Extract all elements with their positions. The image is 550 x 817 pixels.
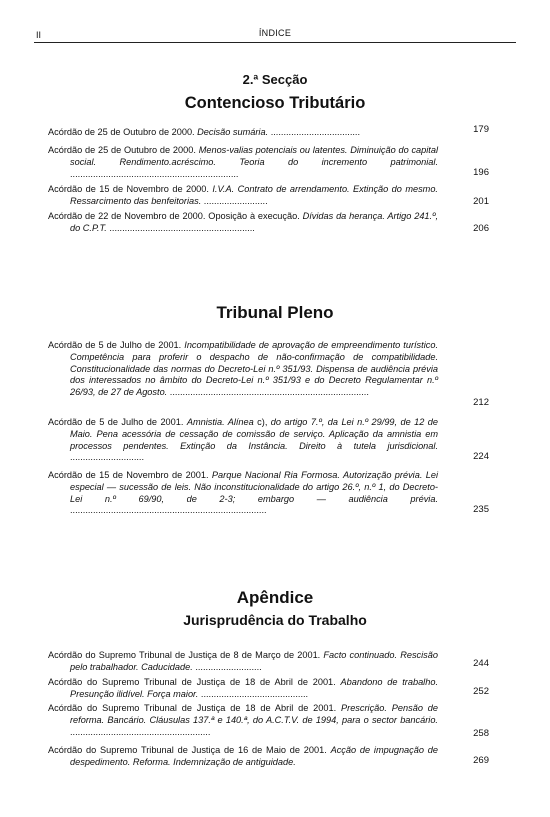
page-header (34, 28, 516, 43)
toc-entry[interactable]: Acórdão do Supremo Tribunal de Justiça de 18 de Abril de 2001. Prescrição. Pensão de reforma. Bancário. Cláusulas 137.ª e 140.ª, do A.C.T.V. de 1994, para o sector bancário. ....................................................... (48, 703, 439, 737)
toc-page-number[interactable]: 244 (473, 658, 489, 669)
page-number: II (36, 30, 42, 40)
toc-entry[interactable]: Acórdão do Supremo Tribunal de Justiça de 16 de Maio de 2001. Acção de impugnação de despedimento. Reforma. Indemnização de antiguidade. (48, 745, 438, 767)
toc-entry[interactable]: Acórdão de 25 de Outubro de 2000. Decisão sumária. ................................... (48, 127, 361, 137)
toc-page-number[interactable]: 258 (473, 728, 489, 739)
toc-page-number[interactable]: 212 (473, 397, 489, 408)
toc-entry[interactable]: Acórdão de 22 de Novembro de 2000. Oposição à execução. Dívidas da herança. Artigo 241.º, do C.P.T. ......................................................... (48, 211, 438, 233)
toc-entry[interactable]: Acórdão de 5 de Julho de 2001. Incompatibilidade de aprovação de empreendimento turístico. Competência para proferir o despacho de não-confirmação de compatibilidade. Constitucionalidade das normas do Decreto-Lei n.º 351/93. Dispensa de audiência prévia dos interessados no âmbito do Decreto-Lei n.º 351/93 e do Decreto Regulamentar n.º 26/93, de 27 de Agosto. .............................................................................. (48, 340, 439, 398)
toc-page-number[interactable]: 201 (473, 196, 489, 207)
toc-page-number[interactable]: 224 (473, 451, 489, 462)
toc-page-number[interactable]: 206 (473, 223, 489, 234)
toc-page-number[interactable]: 269 (473, 755, 489, 766)
appendix-title: Apêndice (236, 588, 314, 607)
toc-page-number[interactable]: 179 (473, 124, 489, 135)
section-title: Tribunal Pleno (216, 303, 334, 322)
toc-page-number[interactable]: 252 (473, 686, 489, 697)
toc-page-number[interactable]: 196 (473, 167, 489, 178)
section-title: Contencioso Tributário (184, 94, 366, 112)
toc-entry[interactable]: Acórdão do Supremo Tribunal de Justiça de 8 de Março de 2001. Facto continuado. Rescisão pelo trabalhador. Caducidade. .......................... (48, 650, 438, 672)
toc-entry[interactable]: Acórdão de 15 de Novembro de 2001. Parque Nacional Ria Formosa. Autorização prévia. Lei especial — sucessão de leis. Não inconstitucionalidade do artigo 26.º, n.º 1, do Decreto-Lei n.º 69/90, de 2-3; embargo — audiência prévia. ............................................................................. (48, 470, 438, 516)
toc-entry[interactable]: Acórdão de 5 de Julho de 2001. Amnistia. Alínea c), do artigo 7.º, da Lei n.º 29/99, de 12 de Maio. Pena acessória de cessação de comissão de serviço. Aplicação da amnistia em processos pendentes. Extinção da Instância. Direito à tutela jurisdicional. ............................. (48, 417, 438, 463)
toc-entry[interactable]: Acórdão de 25 de Outubro de 2000. Menos-valias potenciais ou latentes. Diminuição do capital social. Rendimento.acréscimo. Teoria do incremento patrimonial. .................................................................. (48, 145, 439, 179)
running-title: ÍNDICE (258, 28, 292, 38)
section-label: 2.ª Secção (242, 72, 308, 87)
toc-entry[interactable]: Acórdão do Supremo Tribunal de Justiça de 18 de Abril de 2001. Abandono de trabalho. Presunção ilidível. Força maior. .......................................... (48, 677, 438, 699)
section-title: Jurisprudência do Trabalho (183, 612, 367, 628)
toc-page-number[interactable]: 235 (473, 504, 489, 515)
toc-entry[interactable]: Acórdão de 15 de Novembro de 2000. I.V.A. Contrato de arrendamento. Extinção do mesmo. Ressarcimento das benfeitorias. ......................... (48, 184, 438, 206)
